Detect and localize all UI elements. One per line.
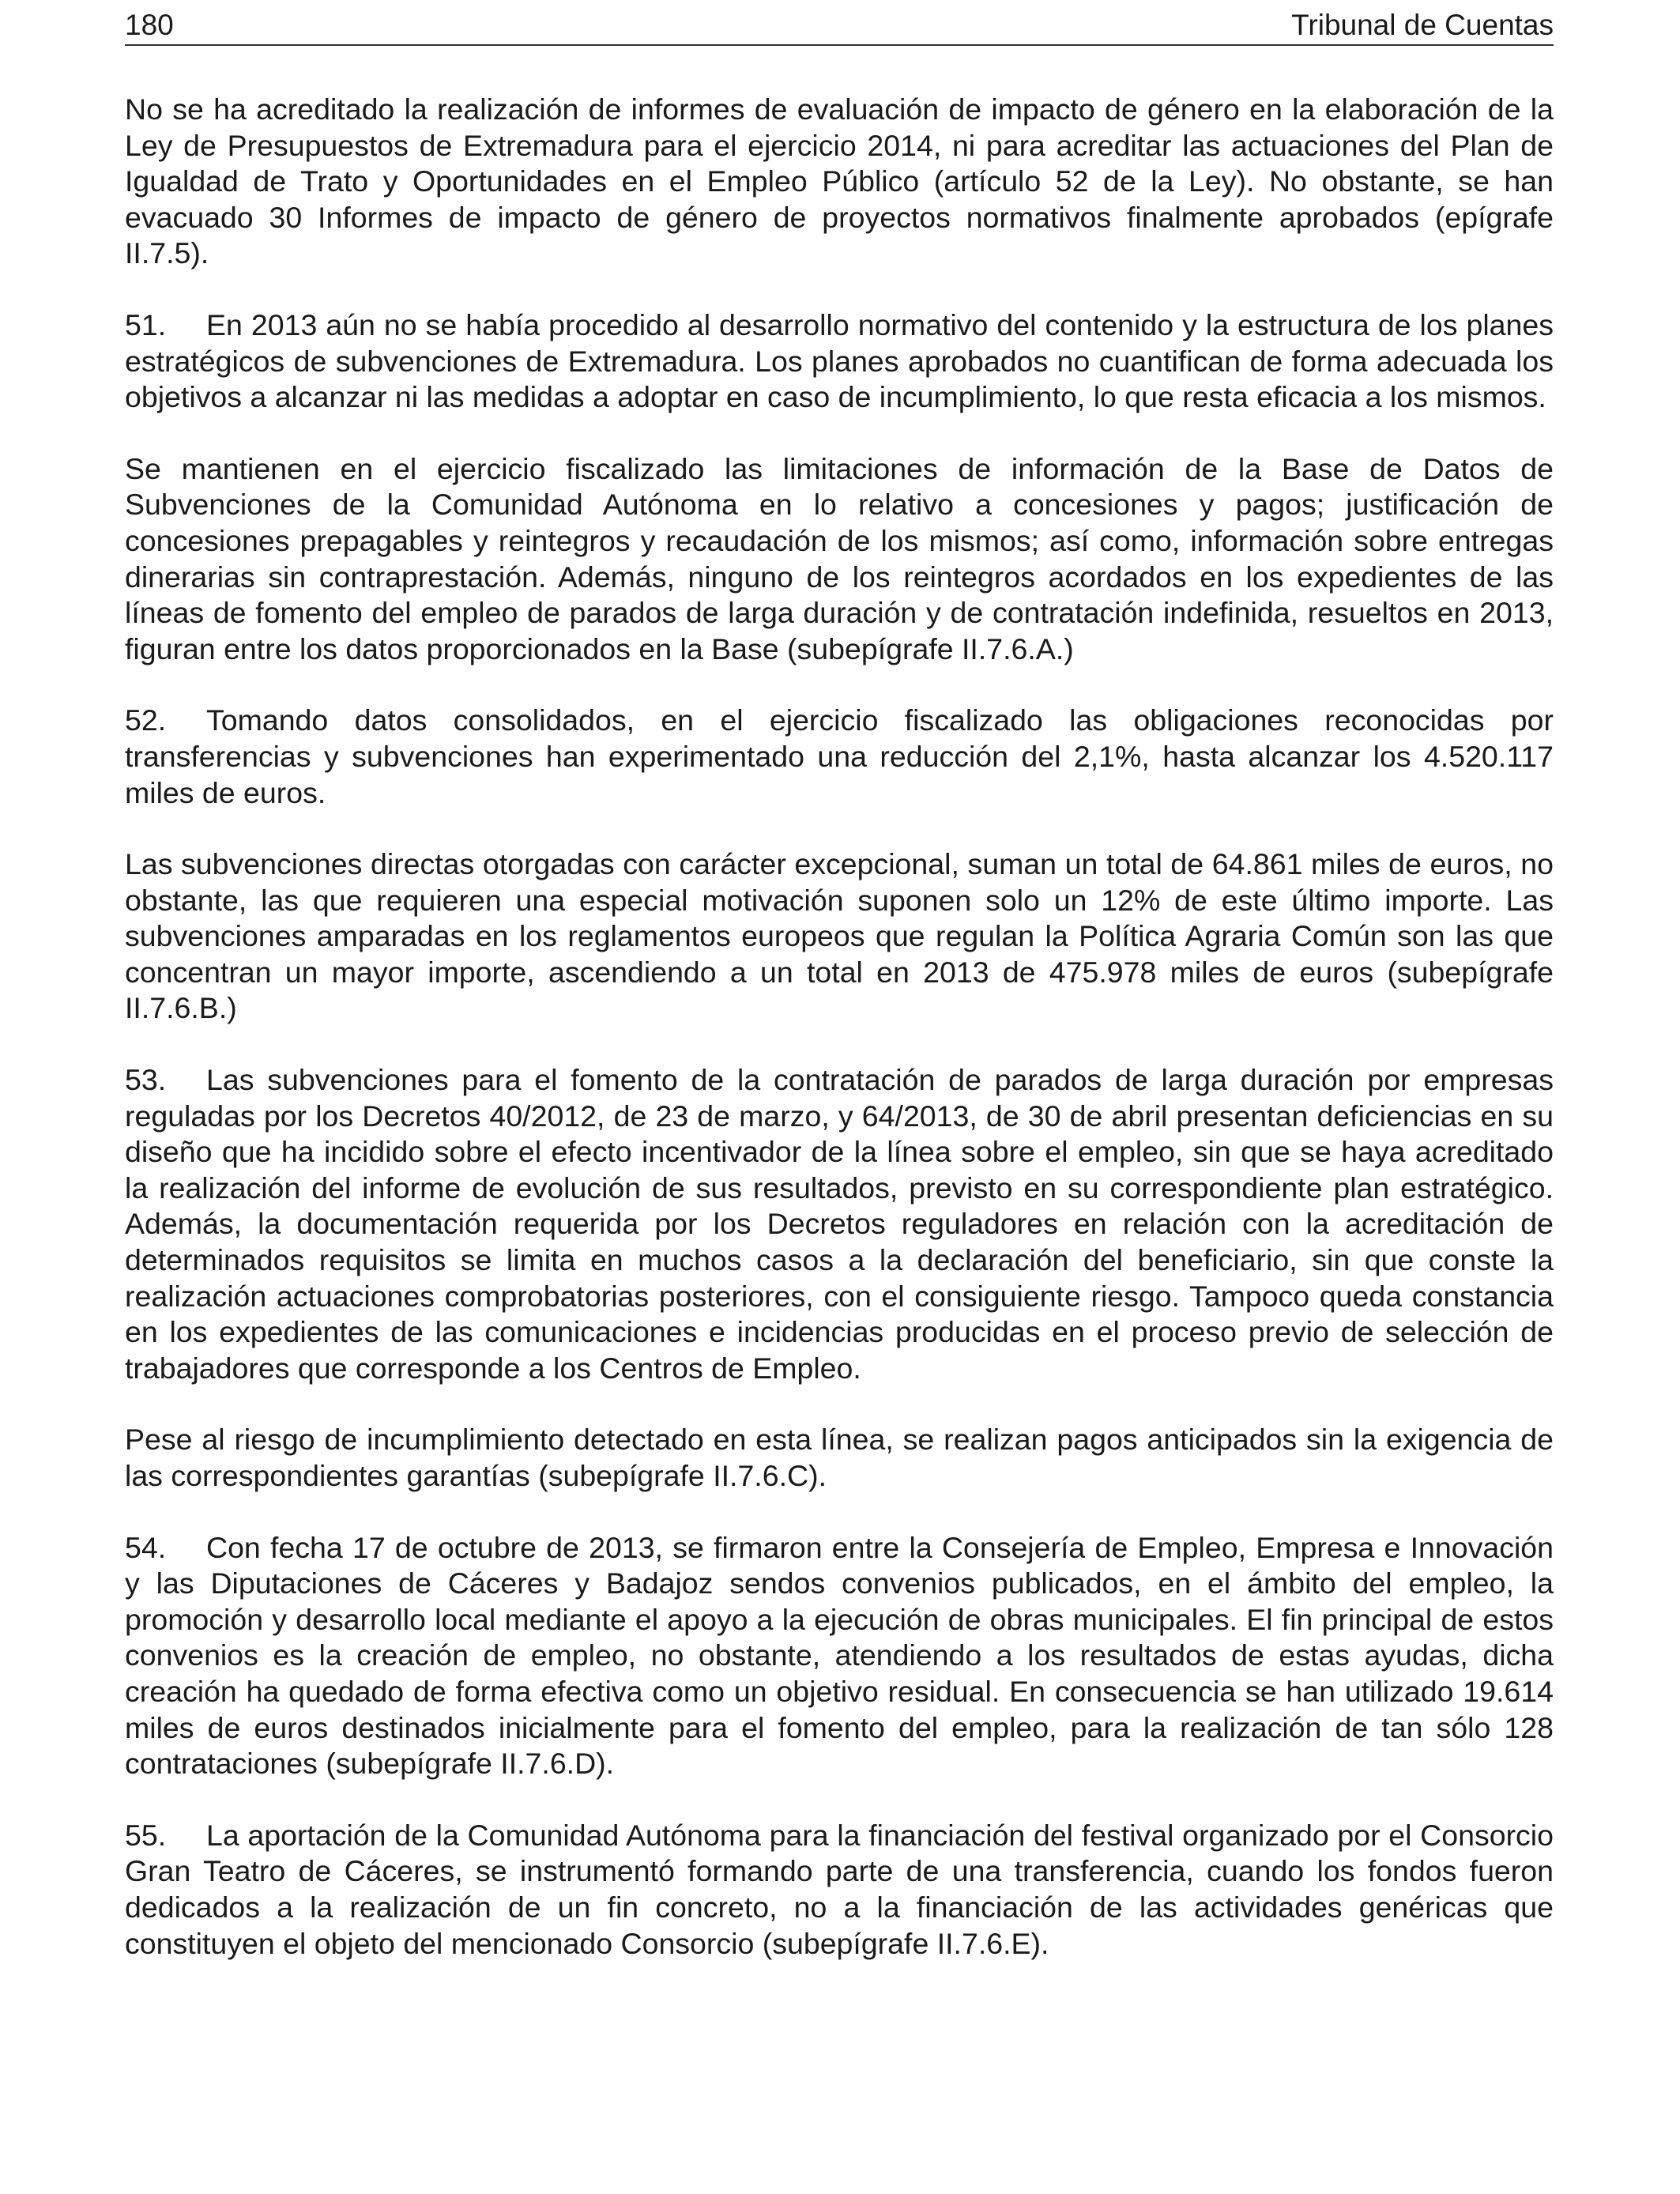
paragraph-text: Pese al riesgo de incumplimiento detectado en esta línea, se realizan pagos anticipados sin la exigencia de las correspondientes garantías (subepígrafe II.7.6.C). [125,1423,1554,1492]
paragraph-number: 51. [125,307,167,341]
page-header [125,6,1554,46]
paragraph-direct-subsidies [125,846,1554,1027]
paragraph-text: Las subvenciones directas otorgadas con carácter excepcional, suman un total de 64.861 miles de euros, no obstante, las que requieren una especial motivación suponen solo un 12% de este último importe. Las subvenciones amparadas en los reglamentos europeos que regulan la Política Agraria Común son las que concentran un mayor importe, ascendiendo a un total en 2013 de 475.978 miles de euros (subepígrafe II.7.6.B.) [125,847,1554,1025]
paragraph-number: 52. [125,703,167,737]
paragraph-advance-payments [125,1422,1554,1494]
paragraph-text: No se ha acreditado la realización de informes de evaluación de impacto de género en la elaboración de la Ley de Presupuestos de Extremadura para el ejercicio 2014, ni para acreditar las actuaciones del Plan de Igualdad de Trato y Oportunidades en el Empleo Público (artículo 52 de la Ley). No obstante, se han evacuado 30 Informes de impacto de género de proyectos normativos finalmente aprobados (epígrafe II.7.5). [125,92,1554,270]
body-text [125,92,1554,1997]
paragraph-51 [125,307,1554,416]
paragraph-database-limitations [125,451,1554,668]
paragraph-53 [125,1062,1554,1386]
paragraph-text: Se mantienen en el ejercicio fiscalizado las limitaciones de información de la Base de Datos de Subvenciones de la Comunidad Autónoma en lo relativo a concesiones y pagos; justificación de concesiones prepagables y reintegros y recaudación de los mismos; así como, información sobre entregas dinerarias sin contraprestación. Además, ninguno de los reintegros acordados en los expedientes de las líneas de fomento del empleo de parados de larga duración y de contratación indefinida, resueltos en 2013, figuran entre los datos proporcionados en la Base (subepígrafe II.7.6.A.) [125,451,1554,665]
page-number: 180 [125,9,174,41]
paragraph-text: Tomando datos consolidados, en el ejercicio fiscalizado las obligaciones reconocidas por transferencias y subvenciones han experimentado una reducción del 2,1%, hasta alcanzar los 4.520.117 miles de euros. [125,703,1554,809]
paragraph-number: 55. [125,1818,167,1852]
paragraph-number: 53. [125,1063,167,1097]
paragraph-55 [125,1818,1554,1962]
paragraph-text: Las subvenciones para el fomento de la contratación de parados de larga duración por empresas reguladas por los Decretos 40/2012, de 23 de marzo, y 64/2013, de 30 de abril presentan deficiencias en su diseño que ha incidido sobre el efecto incentivador de la línea sobre el empleo, sin que se haya acreditado la realización del informe de evolución de sus resultados, previsto en su correspondiente plan estratégico. Además, la documentación requerida por los Decretos reguladores en relación con la acreditación de determinados requisitos se limita en muchos casos a la declaración del beneficiario, sin que conste la realización actuaciones comprobatorias posteriores, con el consiguiente riesgo. Tampoco queda constancia en los expedientes de las comunicaciones e incidencias producidas en el proceso previo de selección de trabajadores que corresponde a los Centros de Empleo. [125,1063,1554,1385]
paragraph-number: 54. [125,1530,167,1564]
paragraph-52 [125,703,1554,811]
paragraph-text: La aportación de la Comunidad Autónoma para la financiación del festival organizado por el Consorcio Gran Teatro de Cáceres, se instrumentó formando parte de una transferencia, cuando los fondos fueron dedicados a la realización de un fin concreto, no a la financiación de las actividades genéricas que constituyen el objeto del mencionado Consorcio (subepígrafe II.7.6.E). [125,1818,1554,1960]
paragraph-text: En 2013 aún no se había procedido al desarrollo normativo del contenido y la estructura de los planes estratégicos de subvenciones de Extremadura. Los planes aprobados no cuantifican de forma adecuada los objetivos a alcanzar ni las medidas a adoptar en caso de incumplimiento, lo que resta eficacia a los mismos. [125,307,1554,414]
paragraph-54 [125,1530,1554,1782]
running-title: Tribunal de Cuentas [1291,9,1554,41]
paragraph-text: Con fecha 17 de octubre de 2013, se firmaron entre la Consejería de Empleo, Empresa e Innovación y las Diputaciones de Cáceres y Badajoz sendos convenios publicados, en el ámbito del empleo, la promoción y desarrollo local mediante el apoyo a la ejecución de obras municipales. El fin principal de estos convenios es la creación de empleo, no obstante, atendiendo a los resultados de estas ayudas, dicha creación ha quedado de forma efectiva como un objetivo residual. En consecuencia se han utilizado 19.614 miles de euros destinados inicialmente para el fomento del empleo, para la realización de tan sólo 128 contrataciones (subepígrafe II.7.6.D). [125,1530,1554,1781]
paragraph-intro-gender-reports [125,92,1554,272]
